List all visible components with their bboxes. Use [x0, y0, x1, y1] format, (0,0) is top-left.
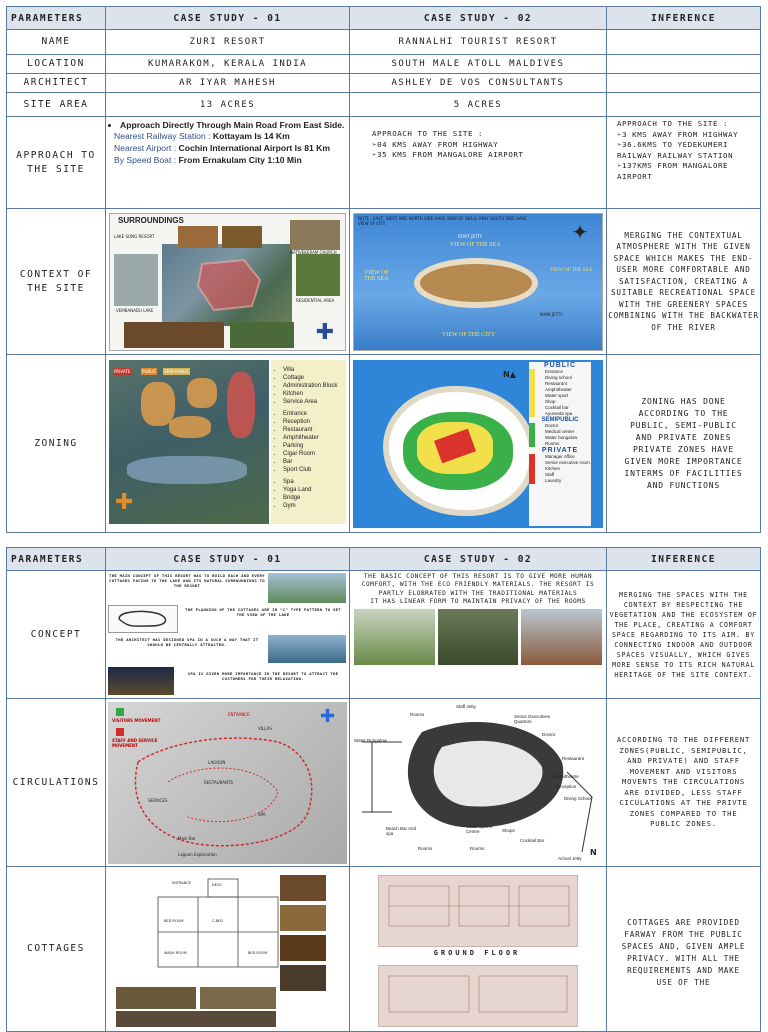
cottage-floor-plan [148, 877, 288, 987]
view-label: VIEW OF THE SEA [364, 269, 389, 282]
inference-site-area [607, 93, 761, 117]
table-row [7, 55, 761, 74]
legend-item: • Kitchen [283, 390, 337, 398]
surroundings-map [109, 213, 346, 351]
inf-approach-l1: 3 KMS AWAY FROM HIGHWAY [622, 129, 739, 139]
night-photo [108, 667, 174, 695]
jetty-label: MAIN JETTY [540, 311, 563, 317]
map-label: Doctor [542, 731, 556, 737]
map-label: Staff Jetty [456, 703, 476, 709]
legend-item: • Yoga Land [283, 486, 337, 494]
map-label: Diving School [564, 795, 592, 801]
map-label: Senior Executives Quarters [514, 713, 551, 724]
approach-bullets [106, 120, 349, 130]
comparison-table-2 [6, 547, 761, 1032]
island-zoning [383, 386, 535, 516]
table-row [7, 209, 761, 355]
airport-key: Nearest Airport : [114, 143, 179, 153]
legend-item: Doctor [545, 422, 559, 428]
legend-item: • Reception [283, 418, 337, 426]
table-row [7, 74, 761, 93]
concept-text: THE MAIN CONCEPT OF THIS RESORT WAS TO BUILD EACH AND EVERY COTTAGES FACING TO THE LAKE AND ITS NATURAL SURROUNDINGS TO THE RESORT [109, 573, 265, 589]
table-row [7, 117, 761, 209]
table-row [7, 355, 761, 533]
cs2-cottages [350, 867, 607, 1032]
cs2-context [350, 209, 607, 355]
cottage-photo [280, 935, 326, 961]
airport-value: Cochin International Airport Is 81 Km [178, 143, 331, 153]
cottage-photo [200, 987, 276, 1009]
zone-private-list [529, 454, 591, 484]
table-header-row [7, 7, 761, 30]
photo-thumbnail [296, 254, 340, 296]
photo-thumbnail [178, 226, 218, 248]
comparison-table-1 [6, 6, 761, 533]
spa-photo [268, 635, 346, 663]
inference-architect [607, 74, 761, 93]
zone-blob [187, 378, 217, 408]
concept-diagram [108, 605, 178, 633]
legend-item: Restaurant [545, 380, 568, 386]
plan-label: C-BED [212, 919, 223, 923]
cs2-name: RANNALHI TOURIST RESORT [350, 30, 607, 55]
railway-key: Nearest Railway Station : [114, 131, 213, 141]
cs1-architect: AR IYAR MAHESH [106, 74, 350, 93]
zoning-plan-2 [353, 360, 603, 528]
legend-item: • Bridge [283, 494, 337, 502]
map-label: Restaurant [562, 755, 585, 761]
map-label: SPA [258, 811, 266, 817]
circulation-plan-1 [108, 702, 347, 864]
map-label: Main Bar [178, 835, 196, 841]
legend-item: Staff [545, 471, 555, 477]
cs2-location: SOUTH MALE ATOLL MALDIVES [350, 55, 607, 74]
legend-item: Kitchen [545, 465, 561, 471]
row-label-context: CONTEXT OF THE SITE [7, 209, 106, 355]
zone-blob [227, 372, 255, 438]
header-parameters: PARAMETERS [7, 7, 106, 30]
map-label: VILLAS [258, 725, 272, 731]
legend-item: Senior executive room [545, 459, 590, 465]
map-label: ENTRANCE [228, 711, 250, 717]
legend-item: • Spa [283, 478, 337, 486]
north-arrow-icon: N▲ [503, 369, 516, 379]
site-view-map [353, 213, 603, 351]
inference-context: MERGING THE CONTEXTUAL ATMOSPHERE WITH THE GIVEN SPACE WHICH MAKES THE END-USER MORE COMFORTABLE AND SATISFACTION, CREATING A SUITABLE RECREATIONAL SPACE WITH THE GREENERY SPACES COMBINING WITH THE BACKWATER OF THE RIVER [607, 209, 761, 355]
legend-item: Ayurveda spa [545, 410, 573, 416]
inference-location [607, 55, 761, 74]
view-label: VIEW OF THE CITY [442, 331, 496, 338]
inference-name [607, 30, 761, 55]
cs1-location: KUMARAKOM, KERALA INDIA [106, 55, 350, 74]
cottage-photo [280, 875, 326, 901]
inf-approach-l2: 36.6KMS TO YEDEKUMERI RAILWAY RAILWAY STATION [617, 140, 734, 160]
plan-label: ENTRANCE [172, 881, 191, 885]
zone-semi-list [529, 423, 591, 447]
surroundings-tag: LAKE SONG RESORT [114, 233, 155, 239]
concept-text: SPA IS GIVEN MORE IMPORTANCE IN THE RESORT TO ATTRACT THE CUSTOMERS FOR THEIR RELAXATION. [187, 671, 339, 682]
circulation-plan-2 [352, 702, 604, 864]
map-label: Rooms [410, 711, 425, 717]
row-label-cottages: COTTAGES [7, 867, 106, 1032]
upper-floor-drawing [378, 965, 578, 1027]
legend-item: • Parking [283, 442, 337, 450]
photo-thumbnail [230, 322, 294, 348]
legend-item: Manager office [545, 453, 575, 459]
zoning-legend-list [273, 366, 337, 510]
legend-item: • Sport Club [283, 466, 337, 474]
cottage-photo [280, 965, 326, 991]
concept-photo [354, 609, 435, 665]
cs2-architect: ASHLEY DE VOS CONSULTANTS [350, 74, 607, 93]
concept-panel [106, 571, 349, 697]
inference-zoning: ZONING HAS DONE ACCORDING TO THE PUBLIC, SEMI-PUBLIC AND PRIVATE ZONES PRIVATE ZONES HAVE GIVEN MORE IMPORTANCE INTERMS OF FACILITIES AND FUNCTIONS [607, 355, 761, 533]
ground-floor-drawing [378, 875, 578, 947]
zone-legend-chip: PRIVATE [114, 368, 131, 374]
approach-boat [114, 154, 345, 166]
zone-semi-title: SEMIPUBLIC [541, 416, 579, 423]
concept-photos [350, 606, 606, 668]
header-case-study-1: CASE STUDY - 01 [106, 7, 350, 30]
table-row [7, 699, 761, 867]
table-row [7, 867, 761, 1032]
cs2-zoning [350, 355, 607, 533]
row-label-name: NAME [7, 30, 106, 55]
concept-text: THE ARCHITECT HAS DESIGNED SPA IN A SUCH A WAY THAT IT SHOULD BE CENTRALLY ATTRACTED. [115, 637, 259, 648]
zoning-plan-1 [109, 360, 346, 528]
cs1-context [106, 209, 350, 355]
map-label: Shops [502, 827, 515, 833]
concept-text: THE PLANNING OF THE COTTAGES ARE IN "C" TYPE PATTERN TO GET THE VIEW OF THE LAKE [185, 607, 341, 618]
concept-photo [438, 609, 519, 665]
inference-cottages: COTTAGES ARE PROVIDED FARWAY FROM THE PUBLIC SPACES AND, GIVEN AMPLE PRIVACY. WITH ALL THE REQUIREMENTS AND MAKE USE OF THE [607, 867, 761, 1032]
map-label: Rooms [470, 845, 485, 851]
island-shape [420, 264, 532, 302]
inf-approach-title: APPROACH TO THE SITE : [617, 119, 729, 128]
row-label-circulations: CIRCULATIONS [7, 699, 106, 867]
approach-airport [114, 142, 345, 154]
cs1-circulation [106, 699, 350, 867]
cs1-zoning [106, 355, 350, 533]
compass-icon: ✦ [571, 219, 589, 244]
legend-item: • Administration Block [283, 382, 337, 390]
compass-icon: ✚ [315, 319, 335, 345]
legend-item: Medical center [545, 428, 575, 434]
legend-item: • Gym [283, 502, 337, 510]
cs2-approach-l2: 35 KMS FROM MANGALORE AIRPORT [377, 150, 524, 159]
table-row [7, 93, 761, 117]
legend-item: Laundry [545, 477, 562, 483]
legend-item: • Cigar Room [283, 450, 337, 458]
cottage-plan-1 [108, 869, 347, 1029]
site-view-note: NOTE : EAST, WEST AND NORTH SIDE HAVE VIEW OF SEA & ONLY SOUTH SIDE HAVE VIEW OF CITY. [358, 215, 527, 226]
concept-photo [521, 609, 602, 665]
surroundings-title: SURROUNDINGS [118, 215, 184, 225]
map-label: Lagoon Exploration [178, 851, 217, 857]
zone-blob [169, 416, 211, 438]
cs2-approach-title: APPROACH TO THE SITE : [372, 129, 484, 138]
view-label: VIEW OF THE SEA [550, 267, 593, 273]
zone-public-list [529, 369, 591, 417]
photo-thumbnail [222, 226, 262, 248]
header-parameters: PARAMETERS [7, 548, 106, 571]
boat-value: From Ernakulam City 1:10 Min [178, 155, 302, 165]
legend-item: Amphitheater [545, 386, 572, 392]
legend-item: Diving school [545, 374, 572, 380]
resort-plan-sketch [352, 702, 602, 864]
surroundings-tag: VEMBANADU LAKE [116, 307, 154, 313]
zone-legend-panel [529, 362, 591, 526]
staff-legend-label: STAFF AND SERVICE MOVEMENT [112, 737, 158, 748]
map-label: RESTAURANTS [204, 779, 233, 785]
legend-item: • Entrance [283, 410, 337, 418]
railway-value: Kottayam Is 14 Km [212, 131, 290, 141]
cs1-name: ZURI RESORT [106, 30, 350, 55]
legend-item: Cocktail bar [545, 404, 569, 410]
ground-floor-caption: GROUND FLOOR [433, 949, 521, 957]
zoning-satellite [109, 360, 269, 524]
row-label-location: LOCATION [7, 55, 106, 74]
approach-details [106, 130, 349, 168]
cs2-site-area: 5 ACRES [350, 93, 607, 117]
cs2-approach-line: ➢04 KMS AWAY FROM HIGHWAY [372, 139, 499, 149]
plan-label: BED ROOM [248, 951, 268, 955]
legend-item: • Bar [283, 458, 337, 466]
legend-item: Shop [545, 398, 556, 404]
map-label: Water Bungalow [354, 737, 387, 743]
view-label: VIEW OF THE SEA [450, 241, 501, 248]
map-label: Arrival Jetty [558, 855, 582, 861]
header-inference: INFERENCE [607, 7, 761, 30]
zone-public-title: PUBLIC [543, 361, 577, 369]
jetty-label: STAFF JETTY [458, 233, 483, 239]
boat-key: By Speed Boat : [114, 155, 179, 165]
inference-concept: MERGING THE SPACES WITH THE CONTEXT BY RESPECTING THE VEGETATION AND THE ECOSYSTEM OF THE PLACE, CREATING A COMFORT SPACE REGARDING TO ITS AIM. BY CONNECTING INDOOR AND OUTDOOR SPACES VISUALLY, WHICH GIVES MORE SENSE TO ITS RICH NATURAL HERITAGE OF THE SITE CONTEXT. [607, 571, 761, 699]
legend-item: Rooms [545, 440, 560, 446]
inf-approach-line: ➢137KMS FROM MANGALORE AIRPORT [617, 161, 729, 181]
cottage-photo [116, 987, 196, 1009]
approach-railway [114, 130, 345, 142]
zone-private-title: PRIVATE [541, 446, 579, 454]
legend-item: • Villa [283, 366, 337, 374]
inference-circulations: ACCORDING TO THE DIFFERENT ZONES(PUBLIC, SEMIPUBLIC, AND PRIVATE) AND STAFF MOVEMENT AND VISITORS MOVENTS THE CIRCULATIONS ARE DIVIDED, LESS STAFF CICULATIONS AT THE PRIVTE ZONES COMPARED TO THE PUBLIC ZONES. [607, 699, 761, 867]
cs1-concept [106, 571, 350, 699]
surroundings-tag: RESIDENTIAL AREA [296, 297, 335, 303]
photo-thumbnail [290, 220, 340, 250]
legend-item: Water sport [545, 392, 569, 398]
map-label: Beach Bar And spa [386, 825, 417, 836]
plan-label: DECK [212, 883, 222, 887]
row-label-zoning: ZONING [7, 355, 106, 533]
inf-approach-line: ➢36.6KMS TO YEDEKUMERI RAILWAY RAILWAY STATION [617, 140, 734, 160]
zone-legend-chip: PUBLIC [142, 368, 157, 374]
cottage-photo [116, 1011, 276, 1027]
plan-label: WASH ROOM [164, 951, 187, 955]
site-outline [194, 256, 264, 312]
north-arrow-icon: N [590, 847, 597, 857]
map-label: LAGOON [208, 759, 226, 765]
compass-icon: ✚ [115, 489, 134, 515]
map-label: Reception [556, 783, 577, 789]
cs2-concept [350, 571, 607, 699]
inf-approach-line: ➢3 KMS AWAY FROM HIGHWAY [617, 129, 739, 139]
row-label-approach: APPROACH TO THE SITE [7, 117, 106, 209]
row-label-concept: CONCEPT [7, 571, 106, 699]
legend-item: Entrance [545, 368, 564, 374]
table-row [7, 30, 761, 55]
row-label-site-area: SITE AREA [7, 93, 106, 117]
header-case-study-1: CASE STUDY - 01 [106, 548, 350, 571]
map-label: Water Sports Centre [466, 823, 493, 834]
plan-label: BED ROOM [164, 919, 184, 923]
legend-item: • Amphitheater [283, 434, 337, 442]
zone-legend-chip: SEMI PUBLIC [164, 368, 190, 374]
inference-approach [607, 117, 761, 209]
zone-blob [141, 382, 175, 426]
visitor-legend-label: VISITORS MOVEMENT [112, 717, 161, 723]
cs2-circulation [350, 699, 607, 867]
row-label-architect: ARCHITECT [7, 74, 106, 93]
map-label: Rooms [418, 845, 433, 851]
surroundings-tag: NATIVEKERAM CHURCH [290, 249, 337, 255]
photo-thumbnail [114, 254, 158, 306]
header-case-study-2: CASE STUDY - 02 [350, 7, 607, 30]
table-row [7, 571, 761, 699]
cottage-plan-2 [352, 869, 604, 1029]
legend-item: • Cottage [283, 374, 337, 382]
table-header-row [7, 548, 761, 571]
map-label: Cocktail Bar [520, 837, 545, 843]
cottage-photo [280, 905, 326, 931]
cs1-site-area: 13 ACRES [106, 93, 350, 117]
cs1-cottages [106, 867, 350, 1032]
legend-item: Water bungalow [545, 434, 578, 440]
cs1-approach [106, 117, 350, 209]
cs2-approach-l1: 04 KMS AWAY FROM HIGHWAY [377, 139, 499, 149]
photo-thumbnail [124, 322, 224, 348]
approach-bullet: • Approach Directly Through Main Road From East Side. [120, 120, 349, 130]
header-inference: INFERENCE [607, 548, 761, 571]
inf-approach-l3: 137KMS FROM MANGALORE AIRPORT [617, 161, 729, 181]
legend-item: • Restaurant [283, 426, 337, 434]
cs2-approach [350, 117, 607, 209]
map-label: SERVICES [148, 797, 168, 803]
map-label: Amphitheatre [552, 773, 579, 779]
zone-blob [127, 456, 247, 484]
concept-text-2: THE BASIC CONCEPT OF THIS RESORT IS TO GIVE MORE HUMAN COMFORT, WITH THE ECO FRIENDLY MATERIALS. THE RESORT IS PARTLY ELOBRATED WITH THE TRADITIONAL MATERIALS IT HAS LINEAR FORM TO MAINTAIN PRIVACY OF THE ROOMS [361, 573, 595, 605]
cs2-approach-line: ➢35 KMS FROM MANGALORE AIRPORT [372, 150, 524, 159]
legend-item: • Service Area [283, 398, 337, 406]
header-case-study-2: CASE STUDY - 02 [350, 548, 607, 571]
lake-photo [268, 573, 346, 603]
compass-icon: ✚ [320, 705, 336, 727]
